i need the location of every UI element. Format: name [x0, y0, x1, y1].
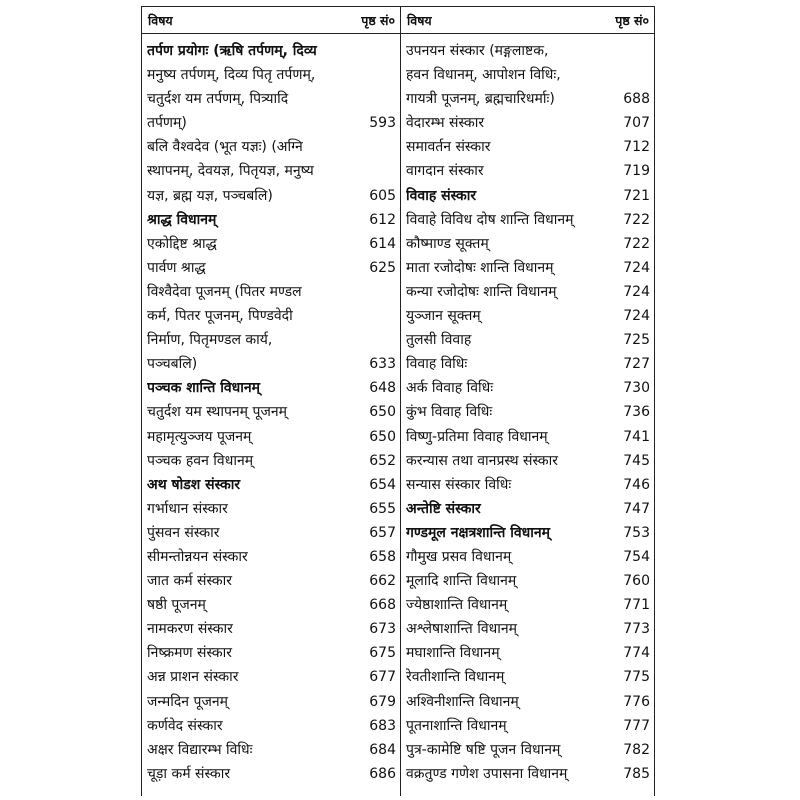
- toc-entry-title: करन्यास तथा वानप्रस्थ संस्कार: [406, 452, 558, 469]
- toc-entry: [401, 521, 654, 545]
- toc-entry-title: गण्डमूल नक्षत्रशान्ति विधानम्: [406, 524, 551, 541]
- toc-entry-title: गर्भाधान संस्कार: [147, 500, 228, 517]
- toc-entry-title: अन्न प्राशन संस्कार: [147, 669, 239, 686]
- toc-entry-page: 605: [369, 187, 396, 204]
- toc-entry-title: विवाह विधिः: [406, 356, 468, 373]
- toc-entry-page: 668: [369, 597, 396, 614]
- toc-entry-page: 652: [369, 452, 396, 469]
- toc-entry-page: 782: [623, 741, 650, 758]
- toc-entry-title: स्थापनम्, देवयज्ञ, पितृयज्ञ, मनुष्य: [147, 163, 314, 180]
- toc-entry-title: पुंसवन संस्कार: [147, 524, 220, 541]
- toc-entry-title: विवाहे विविध दोष शान्ति विधानम्: [406, 211, 574, 228]
- toc-entry-title: सन्यास संस्कार विधिः: [406, 476, 512, 493]
- toc-entry-title: अक्षर विद्यारम्भ विधिः: [147, 741, 253, 758]
- toc-entry-page: 625: [369, 259, 396, 276]
- left-column: [141, 6, 401, 796]
- toc-entry: [401, 304, 654, 328]
- toc-entry: [401, 87, 654, 111]
- toc-entry: [401, 762, 654, 786]
- toc-entry-page: 650: [369, 428, 396, 445]
- toc-entry-title: कन्या रजोदोषः शान्ति विधानम्: [406, 283, 557, 300]
- toc-entry-title: पञ्चक शान्ति विधानम्: [147, 380, 261, 397]
- toc-entry-page: 722: [623, 211, 650, 228]
- toc-entry-page: 650: [369, 404, 396, 421]
- toc-entry-page: 648: [369, 380, 396, 397]
- toc-entry: [142, 232, 400, 256]
- toc-entry: [401, 545, 654, 569]
- toc-entry-page: 776: [623, 693, 650, 710]
- toc-entry-title: कौष्माण्ड सूक्तम्: [406, 235, 489, 252]
- toc-entry-title: विष्णु-प्रतिमा विवाह विधानम्: [406, 428, 548, 445]
- toc-entry: [142, 280, 400, 304]
- toc-entry: [142, 184, 400, 208]
- subject-header: विषय: [407, 12, 432, 28]
- toc-entry-page: 593: [369, 115, 396, 132]
- right-entries: [401, 39, 654, 786]
- toc-entry-page: 746: [623, 476, 650, 493]
- toc-entry-title: पूतनाशान्ति विधानम्: [406, 717, 507, 734]
- toc-entry-page: 775: [623, 669, 650, 686]
- toc-entry-page: 655: [369, 500, 396, 517]
- toc-entry-title: ज्येष्ठाशान्ति विधानम्: [406, 597, 508, 614]
- toc-entry-page: 673: [369, 621, 396, 638]
- toc-entry: [401, 425, 654, 449]
- toc-entry-page: 741: [623, 428, 650, 445]
- toc-entry-page: 657: [369, 524, 396, 541]
- toc-entry-page: 712: [623, 139, 650, 156]
- toc-entry: [401, 665, 654, 689]
- toc-entry: [142, 545, 400, 569]
- toc-entry-title: रेवतीशान्ति विधानम्: [406, 669, 505, 686]
- toc-entry-title: चतुर्दश यम स्थापनम् पूजनम्: [147, 404, 287, 421]
- toc-entry: [401, 641, 654, 665]
- toc-entry: [401, 159, 654, 183]
- toc-entry: [401, 376, 654, 400]
- toc-entry-page: 771: [623, 597, 650, 614]
- toc-entry: [142, 425, 400, 449]
- toc-entry-title: निष्क्रमण संस्कार: [147, 645, 233, 662]
- toc-entry: [401, 449, 654, 473]
- toc-entry-title: गायत्री पूजनम्, ब्रह्मचारिधर्माः): [406, 91, 555, 108]
- toc-entry-page: 686: [369, 765, 396, 782]
- toc-entry-page: 722: [623, 235, 650, 252]
- toc-entry-page: 688: [623, 91, 650, 108]
- toc-entry-title: विश्वैदेवा पूजनम् (पितर मण्डल: [147, 283, 302, 300]
- toc-entry-title: नामकरण संस्कार: [147, 621, 233, 638]
- toc-entry: [142, 87, 400, 111]
- toc-entry-title: मूलादि शान्ति विधानम्: [406, 573, 517, 590]
- toc-entry: [401, 714, 654, 738]
- toc-entry: [142, 473, 400, 497]
- toc-entry-title: युञ्जान सूक्तम्: [406, 308, 481, 325]
- toc-entry: [142, 39, 400, 63]
- toc-entry-page: 753: [623, 524, 650, 541]
- toc-entry-title: हवन विधानम्, आपोशन विधिः,: [406, 67, 561, 84]
- toc-entry: [142, 690, 400, 714]
- toc-entry-title: मनुष्य तर्पणम्, दिव्य पितृ तर्पणम्,: [147, 67, 316, 84]
- toc-entry-title: यज्ञ, ब्रह्म यज्ञ, पञ्चबलि): [147, 187, 273, 204]
- toc-entry-page: 677: [369, 669, 396, 686]
- toc-entry-page: 730: [623, 380, 650, 397]
- toc-entry-page: 662: [369, 573, 396, 590]
- toc-entry: [142, 521, 400, 545]
- toc-entry: [401, 473, 654, 497]
- toc-entry: [142, 569, 400, 593]
- toc-entry-page: 724: [623, 259, 650, 276]
- toc-entry-page: 736: [623, 404, 650, 421]
- toc-entry-title: वक्रतुण्ड गणेश उपासना विधानम्: [406, 765, 568, 782]
- toc-entry-title: माता रजोदोषः शान्ति विधानम्: [406, 259, 554, 276]
- toc-entry-title: एकोद्दिष्ट श्राद्ध: [147, 235, 217, 252]
- toc-entry: [142, 376, 400, 400]
- toc-entry-page: 658: [369, 548, 396, 565]
- toc-entry: [401, 111, 654, 135]
- toc-entry: [401, 63, 654, 87]
- toc-entry: [142, 63, 400, 87]
- toc-entry: [142, 135, 400, 159]
- toc-entry: [401, 232, 654, 256]
- toc-entry: [401, 256, 654, 280]
- toc-entry-title: पञ्चबलि): [147, 356, 198, 373]
- toc-entry-page: 614: [369, 235, 396, 252]
- toc-entry: [401, 690, 654, 714]
- column-header: [142, 6, 400, 34]
- toc-entry-title: महामृत्युञ्जय पूजनम्: [147, 428, 252, 445]
- toc-entry-title: पार्वण श्राद्ध: [147, 259, 206, 276]
- toc-entry-page: 725: [623, 332, 650, 349]
- toc-entry-title: मघाशान्ति विधानम्: [406, 645, 500, 662]
- toc-entry: [401, 497, 654, 521]
- toc-entry-title: तुलसी विवाह: [406, 332, 472, 349]
- toc-entry-title: अश्लेषाशान्ति विधानम्: [406, 621, 517, 638]
- toc-entry-page: 745: [623, 452, 650, 469]
- toc-entry: [142, 665, 400, 689]
- toc-entry: [401, 352, 654, 376]
- toc-entry-page: 612: [369, 211, 396, 228]
- toc-entry: [401, 135, 654, 159]
- toc-entry-page: 754: [623, 548, 650, 565]
- toc-entry-page: 675: [369, 645, 396, 662]
- toc-entry: [142, 328, 400, 352]
- right-column: [401, 6, 655, 796]
- toc-entry-title: षष्ठी पूजनम्: [147, 597, 206, 614]
- toc-entry: [401, 39, 654, 63]
- toc-entry-title: निर्माण, पितृमण्डल कार्य,: [147, 332, 273, 349]
- toc-entry-page: 707: [623, 115, 650, 132]
- toc-entry-title: जन्मदिन पूजनम्: [147, 693, 228, 710]
- toc-entry: [401, 569, 654, 593]
- toc-entry: [401, 400, 654, 424]
- toc-entry-title: अन्तेष्टि संस्कार: [406, 500, 481, 517]
- toc-entry: [401, 593, 654, 617]
- toc-entry-title: चतुर्दश यम तर्पणम्, पित्र्यादि: [147, 91, 289, 108]
- toc-entry-page: 747: [623, 500, 650, 517]
- toc-entry-page: 719: [623, 163, 650, 180]
- table-of-contents: [141, 6, 655, 796]
- toc-entry-page: 679: [369, 693, 396, 710]
- toc-entry-page: 727: [623, 356, 650, 373]
- toc-entry: [142, 256, 400, 280]
- left-entries: [142, 39, 400, 786]
- page-number-header: पृष्ठ सं०: [361, 12, 395, 28]
- toc-entry-page: 785: [623, 765, 650, 782]
- toc-entry: [401, 617, 654, 641]
- toc-entry-page: 773: [623, 621, 650, 638]
- toc-entry-page: 724: [623, 283, 650, 300]
- toc-entry-page: 777: [623, 717, 650, 734]
- toc-entry-title: श्राद्ध विधानम्: [147, 211, 217, 228]
- toc-entry: [142, 497, 400, 521]
- toc-entry: [142, 714, 400, 738]
- toc-entry: [142, 352, 400, 376]
- toc-entry-page: 760: [623, 573, 650, 590]
- toc-entry-page: 721: [623, 187, 650, 204]
- toc-entry-page: 684: [369, 741, 396, 758]
- toc-entry-title: अश्विनीशान्ति विधानम्: [406, 693, 519, 710]
- toc-entry-page: 654: [369, 476, 396, 493]
- toc-entry-title: अथ षोडश संस्कार: [147, 476, 241, 493]
- toc-entry: [142, 593, 400, 617]
- toc-entry: [142, 641, 400, 665]
- toc-entry-title: विवाह संस्कार: [406, 187, 477, 204]
- toc-entry-title: कर्म, पितर पूजनम्, पिण्डवेदी: [147, 308, 293, 325]
- subject-header: विषय: [148, 12, 173, 28]
- toc-entry: [142, 762, 400, 786]
- toc-entry-title: वेदारम्भ संस्कार: [406, 115, 485, 132]
- toc-entry-page: 683: [369, 717, 396, 734]
- toc-entry-page: 774: [623, 645, 650, 662]
- toc-entry: [142, 617, 400, 641]
- toc-entry-title: पुत्र-कामेष्टि षष्टि पूजन विधानम्: [406, 741, 561, 758]
- toc-entry: [401, 280, 654, 304]
- toc-entry-title: तर्पणम्): [147, 115, 187, 132]
- toc-entry: [401, 208, 654, 232]
- toc-entry-title: जात कर्म संस्कार: [147, 573, 233, 590]
- toc-entry-title: चूड़ा कर्म संस्कार: [147, 765, 231, 782]
- toc-entry-title: पञ्चक हवन विधानम्: [147, 452, 254, 469]
- toc-entry: [142, 400, 400, 424]
- toc-entry: [401, 738, 654, 762]
- toc-entry-title: तर्पण प्रयोगः (ऋषि तर्पणम्, दिव्य: [147, 43, 317, 59]
- toc-entry-title: वागदान संस्कार: [406, 163, 484, 180]
- toc-entry-title: बलि वैश्वदेव (भूत यज्ञः) (अग्नि: [147, 139, 303, 156]
- toc-entry-page: 633: [369, 356, 396, 373]
- toc-entry-title: कर्णवेद संस्कार: [147, 717, 223, 734]
- toc-entry: [142, 159, 400, 183]
- toc-entry: [401, 184, 654, 208]
- toc-entry: [142, 208, 400, 232]
- toc-entry: [401, 328, 654, 352]
- toc-entry-title: कुंभ विवाह विधिः: [406, 404, 493, 421]
- toc-entry-title: सीमन्तोन्नयन संस्कार: [147, 548, 248, 565]
- toc-entry: [142, 449, 400, 473]
- toc-entry-title: उपनयन संस्कार (मङ्गलाष्टक,: [406, 43, 549, 59]
- toc-entry: [142, 111, 400, 135]
- toc-entry-title: अर्क विवाह विधिः: [406, 380, 494, 397]
- toc-entry-title: गौमुख प्रसव विधानम्: [406, 548, 512, 565]
- toc-entry-title: समावर्तन संस्कार: [406, 139, 491, 156]
- toc-entry: [142, 304, 400, 328]
- column-header: [401, 6, 654, 34]
- toc-entry-page: 724: [623, 308, 650, 325]
- toc-entry: [142, 738, 400, 762]
- page-number-header: पृष्ठ सं०: [615, 12, 649, 28]
